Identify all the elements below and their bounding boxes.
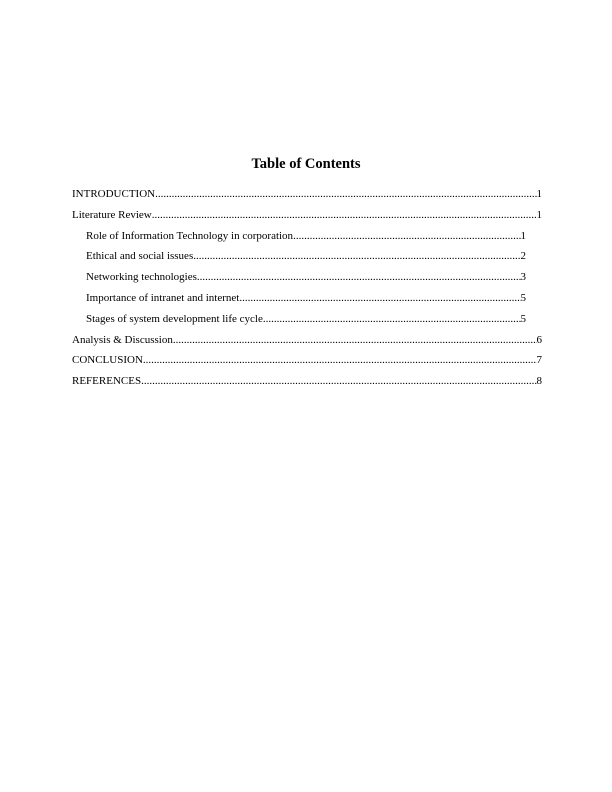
toc-entry-label: Stages of system development life cycle xyxy=(86,312,263,325)
toc-entry-label: Networking technologies xyxy=(86,271,197,284)
toc-entry-introduction[interactable] xyxy=(72,184,542,205)
toc-entry-label: CONCLUSION xyxy=(72,354,143,367)
toc-entry-analysis-discussion[interactable] xyxy=(72,330,542,351)
table-of-contents xyxy=(72,184,542,392)
toc-title: Table of Contents xyxy=(251,156,361,172)
dot-leader xyxy=(141,371,536,392)
dot-leader xyxy=(193,246,520,267)
dot-leader xyxy=(263,309,521,330)
toc-entry-label: INTRODUCTION xyxy=(72,188,156,200)
toc-entry-label: Analysis & Discussion xyxy=(72,333,173,346)
toc-entry-label: Importance of intranet and internet xyxy=(86,291,240,304)
toc-entry-literature-review[interactable] xyxy=(72,205,542,226)
dot-leader xyxy=(173,330,537,351)
toc-entry-page: 7 xyxy=(536,354,542,367)
toc-entry-page: 1 xyxy=(536,188,542,200)
dot-leader xyxy=(155,184,536,205)
dot-leader xyxy=(152,205,537,226)
toc-entry-page: 5 xyxy=(520,291,526,304)
toc-entry-page: 1 xyxy=(520,229,526,242)
toc-entry-page: 1 xyxy=(536,208,542,221)
toc-entry-label: Role of Information Technology in corporation xyxy=(86,229,294,242)
toc-entry-page: 3 xyxy=(520,271,526,284)
toc-entry-page: 2 xyxy=(520,250,526,263)
toc-entry-page: 8 xyxy=(536,375,542,388)
toc-entry-page: 5 xyxy=(520,312,526,325)
toc-entry-label: Ethical and social issues xyxy=(86,250,194,263)
dot-leader xyxy=(197,267,521,288)
toc-entry-page: 6 xyxy=(536,333,542,346)
toc-entry-role-of-it[interactable] xyxy=(86,226,526,247)
toc-entry-conclusion[interactable] xyxy=(72,350,542,371)
dot-leader xyxy=(239,288,520,309)
toc-entry-label: REFERENCES xyxy=(72,375,142,388)
toc-entry-label: Literature Review xyxy=(72,208,152,221)
toc-entry-sdlc-stages[interactable] xyxy=(86,309,526,330)
dot-leader xyxy=(143,350,537,371)
toc-entry-references[interactable] xyxy=(72,371,542,392)
toc-entry-intranet-internet[interactable] xyxy=(86,288,526,309)
dot-leader xyxy=(293,226,520,247)
toc-entry-networking-technologies[interactable] xyxy=(86,267,526,288)
toc-entry-ethical-social-issues[interactable] xyxy=(86,246,526,267)
